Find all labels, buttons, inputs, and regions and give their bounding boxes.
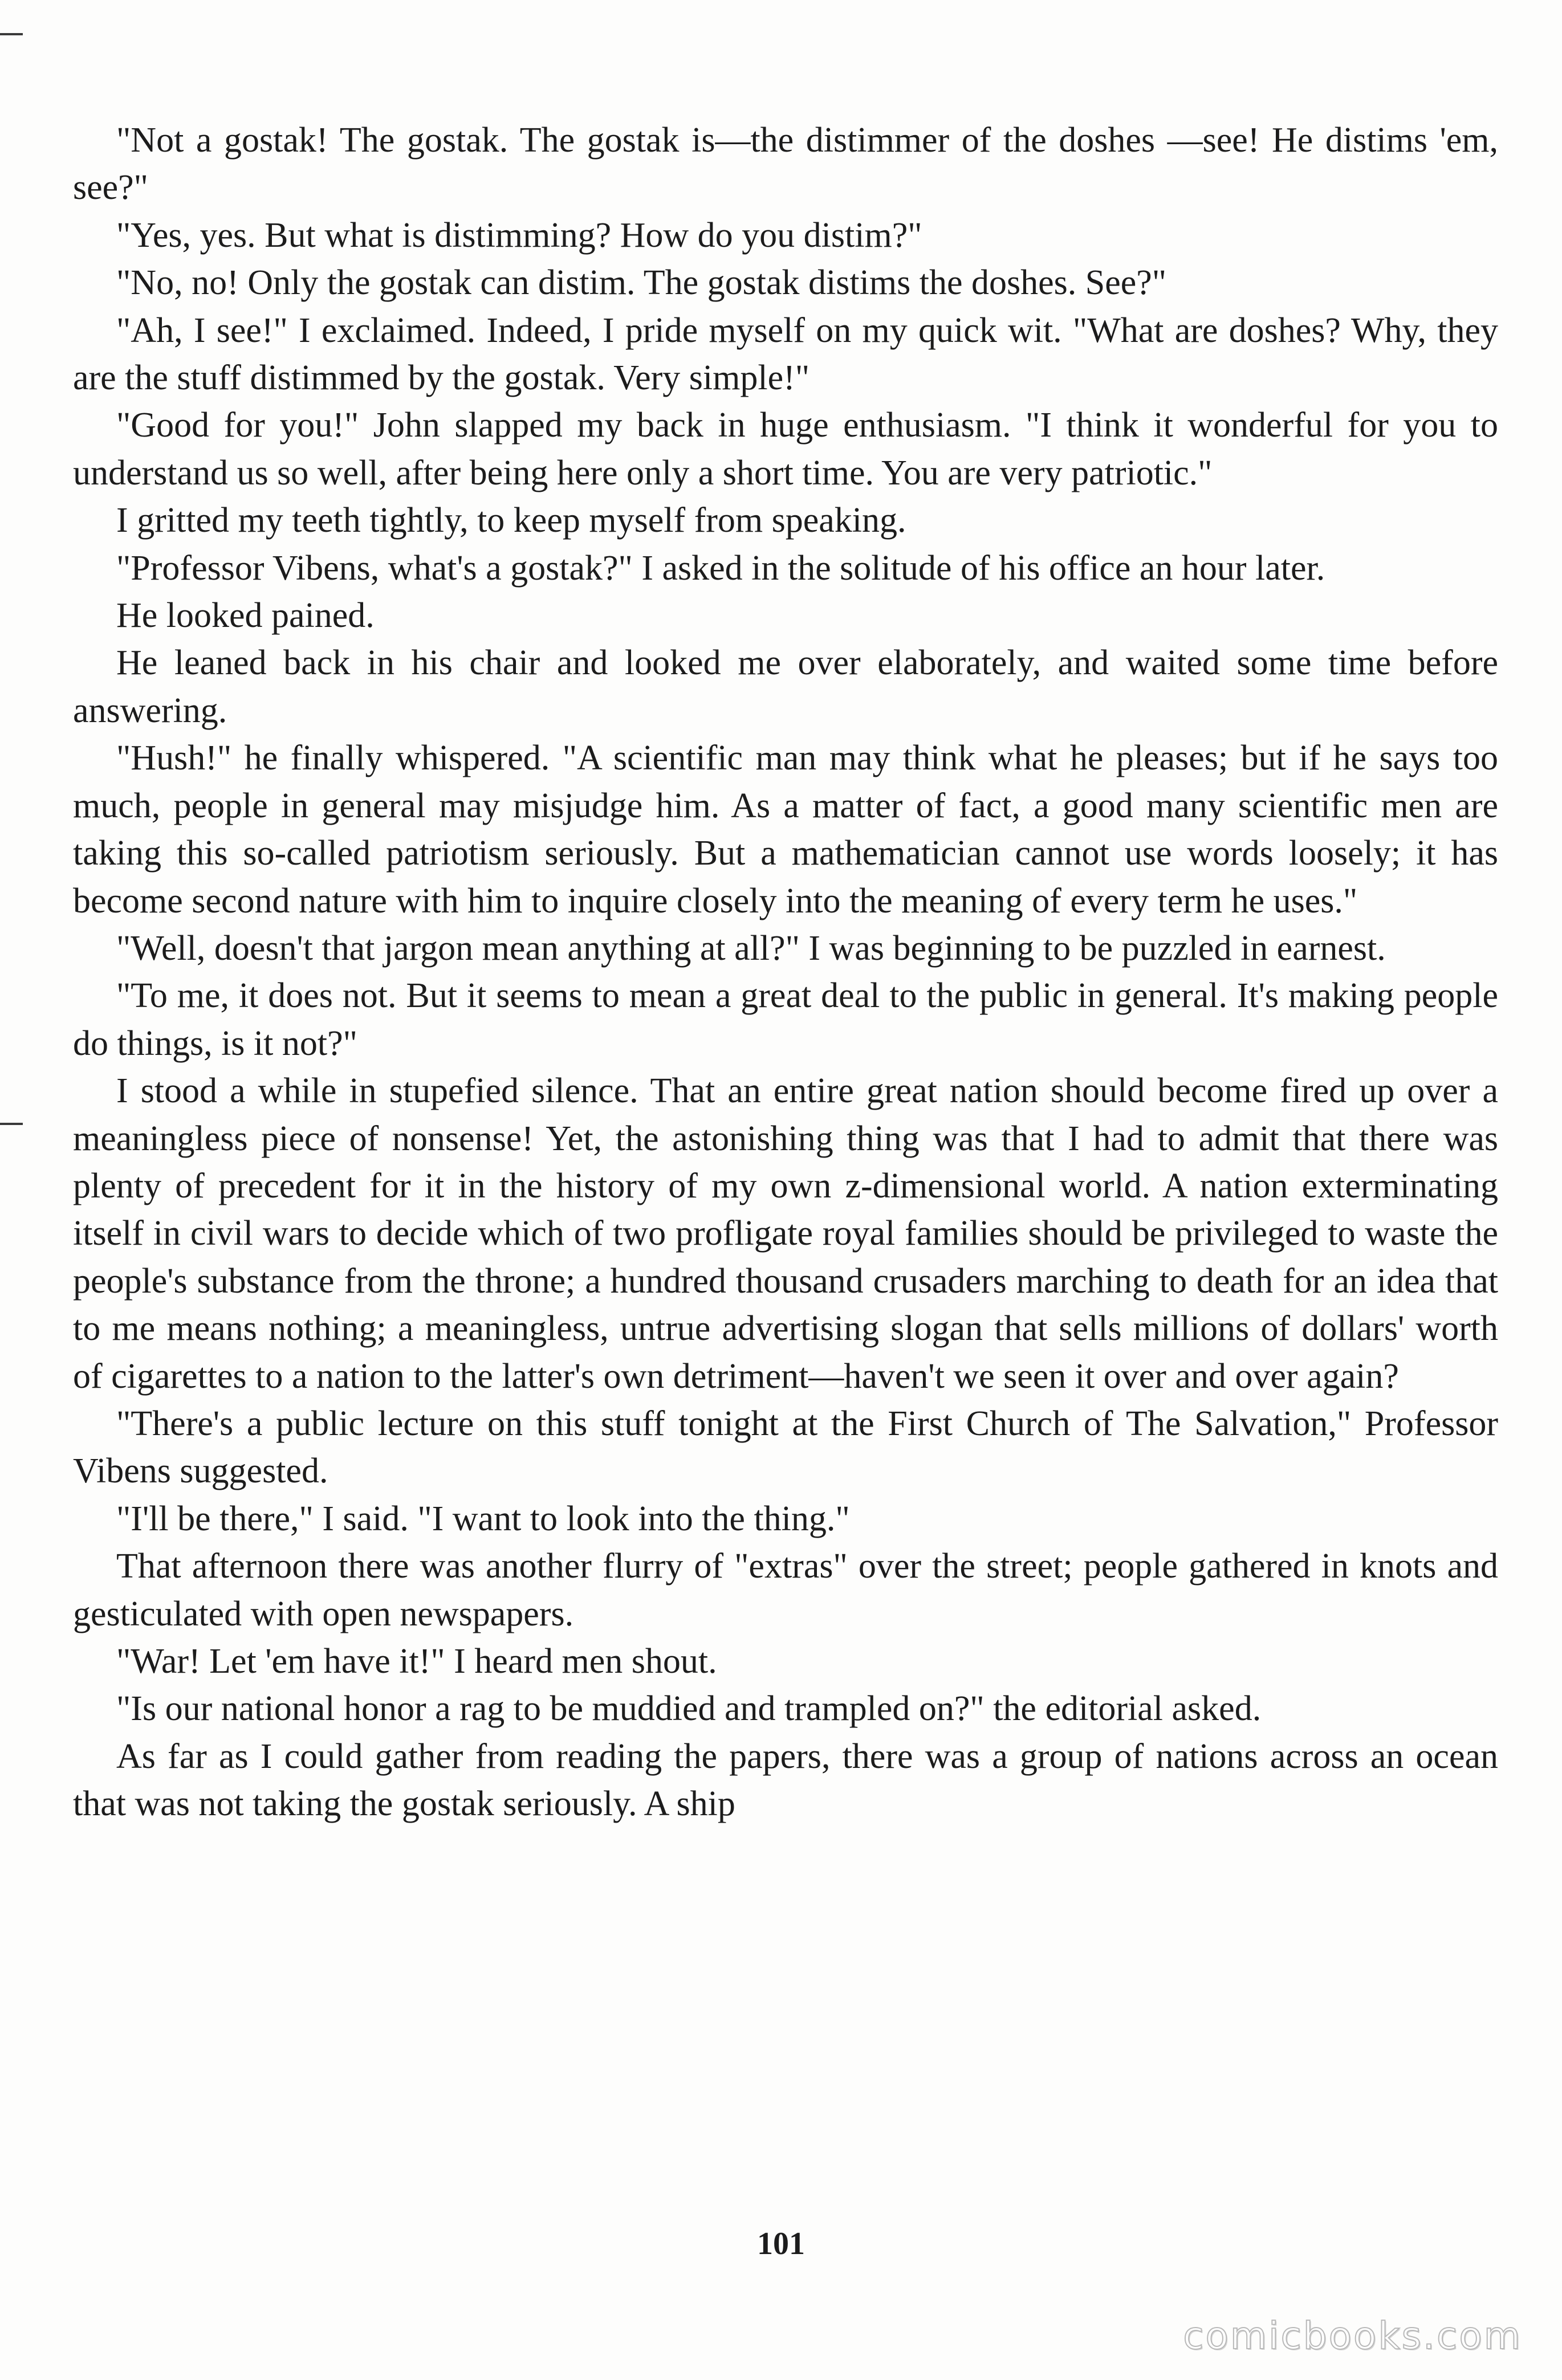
paragraph: As far as I could gather from reading the papers, there was a group of nations across an ocean that was not taking the gostak seriously. A ship — [73, 1737, 1498, 1824]
paragraph: I gritted my teeth tightly, to keep myself from speaking. — [116, 501, 906, 540]
paragraph: "Is our national honor a rag to be muddied and trampled on?" the editorial asked. — [116, 1689, 1262, 1729]
paragraph: "Hush!" he finally whispered. "A scientific man may think what he pleases; but if he says too much, people in general may misjudge him. As a matter of fact, a good many scientific men are taking this so-called patriotism seriously. But a mathematician cannot use words loosely; it has become second nature with him to inquire closely into the meaning of every term he uses." — [73, 739, 1498, 920]
paragraph: He looked pained. — [116, 596, 375, 635]
paragraph: "Yes, yes. But what is distimming? How do you distim?" — [116, 215, 922, 255]
paragraph: "I'll be there," I said. "I want to look into the thing." — [116, 1499, 850, 1538]
paragraph: He leaned back in his chair and looked me over elaborately, and waited some time before answering. — [73, 643, 1498, 730]
paragraph: "There's a public lecture on this stuff tonight at the First Church of The Salvation," Professor Vibens suggested. — [73, 1404, 1498, 1491]
page-number: 101 — [757, 2226, 805, 2261]
paragraph: I stood a while in stupefied silence. That an entire great nation should become fired up over a meaningless piece of nonsense! Yet, the astonishing thing was that I had to admit that there was plenty of precedent for it in the history of my own z-dimensional world. A nation exterminating itself in civil wars to decide which of two profligate royal families should be privileged to waste the people's substance from the throne; a hundred thousand crusaders marching to death for an idea that to me means nothing; a meaningless, untrue advertising slogan that sells millions of dollars' worth of cigarettes to a nation to the latter's own detriment—haven't we seen it over and over again? — [73, 1071, 1498, 1396]
scan-edge-mark — [0, 1123, 23, 1125]
paragraph: That afternoon there was another flurry of "extras" over the street; people gathered in knots and gesticulated with open newspapers. — [73, 1547, 1498, 1633]
paragraph: "Not a gostak! The gostak. The gostak is—the distimmer of the doshes —see! He distims 'em, see?" — [73, 121, 1498, 207]
scan-edge-mark — [0, 33, 23, 35]
paragraph: "Well, doesn't that jargon mean anything at all?" I was beginning to be puzzled in earnest. — [116, 928, 1386, 968]
body-text — [73, 117, 1498, 1828]
paragraph: "Ah, I see!" I exclaimed. Indeed, I pride myself on my quick wit. "What are doshes? Why, they are the stuff distimmed by the gostak. Very simple!" — [73, 311, 1498, 398]
paragraph: "To me, it does not. But it seems to mean a great deal to the public in general. It's making people do things, is it not?" — [73, 976, 1498, 1063]
watermark: comicbooks.com — [1183, 2314, 1522, 2358]
paragraph: "War! Let 'em have it!" I heard men shout. — [116, 1642, 717, 1681]
paragraph: "Professor Vibens, what's a gostak?" I asked in the solitude of his office an hour later. — [116, 548, 1325, 588]
paragraph: "Good for you!" John slapped my back in huge enthusiasm. "I think it wonderful for you to understand us so well, after being here only a short time. You are very patriotic." — [73, 406, 1498, 492]
paragraph: "No, no! Only the gostak can distim. The gostak distims the doshes. See?" — [116, 263, 1167, 303]
